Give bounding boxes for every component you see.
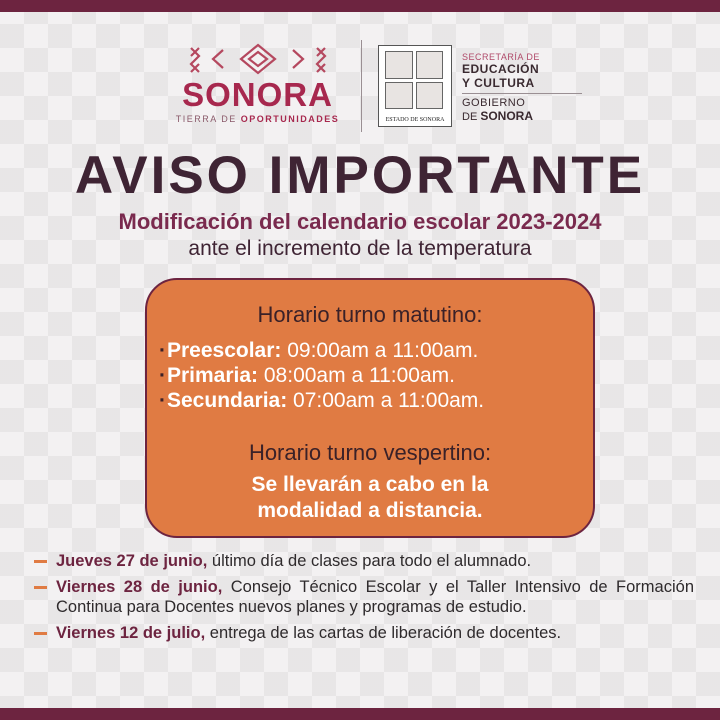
subtitle: Modificación del calendario escolar 2023-2024	[118, 209, 602, 234]
sec-divider	[462, 93, 582, 94]
list-item: Jueves 27 de junio, último día de clases para todo el alumnado.	[34, 551, 694, 571]
evening-message: Se llevarán a cabo en la modalidad a distancia.	[251, 473, 489, 522]
sec-line1: SECRETARÍA DE	[462, 52, 540, 62]
page-title: AVISO IMPORTANTE	[74, 146, 646, 205]
sonora-wordmark: SONORA	[182, 76, 333, 113]
schedule-box	[145, 278, 595, 538]
list-item: Viernes 12 de julio, entrega de las cartas de liberación de docentes.	[34, 623, 694, 643]
gob-line2: DE SONORA	[462, 109, 534, 123]
top-bar	[0, 0, 720, 12]
morning-heading: Horario turno matutino:	[257, 302, 483, 327]
secretaria-logo	[462, 52, 582, 124]
subtitle-secondary: ante el incremento de la temperatura	[188, 237, 532, 260]
seal-label: ESTADO DE SONORA	[385, 117, 445, 123]
bottom-bar	[0, 708, 720, 720]
sonora-tagline: TIERRA DE OPORTUNIDADES	[175, 114, 340, 124]
sonora-pattern-icon	[183, 42, 333, 76]
sec-line3: Y CULTURA	[462, 76, 535, 90]
list-item: Viernes 28 de junio, Consejo Técnico Escolar y el Taller Intensivo de Formación Continua para Docentes nuevos planes y programas de estudio.	[34, 577, 694, 617]
gob-line1: GOBIERNO	[462, 97, 526, 109]
notes-list	[34, 551, 694, 649]
logo-divider	[361, 40, 362, 132]
evening-heading: Horario turno vespertino:	[248, 440, 492, 465]
dash-icon	[34, 586, 47, 589]
schedule-row: ·Preescolar: 09:00am a 11:00am.	[159, 339, 479, 362]
schedule-list	[159, 338, 484, 413]
dash-icon	[34, 560, 47, 563]
sonora-logo	[165, 42, 350, 132]
sec-line2: EDUCACIÓN	[462, 62, 540, 76]
state-seal-icon	[378, 45, 452, 127]
dash-icon	[34, 632, 47, 635]
schedule-row: ·Secundaria: 07:00am a 11:00am.	[159, 389, 485, 412]
schedule-row: ·Primaria: 08:00am a 11:00am.	[159, 364, 455, 387]
